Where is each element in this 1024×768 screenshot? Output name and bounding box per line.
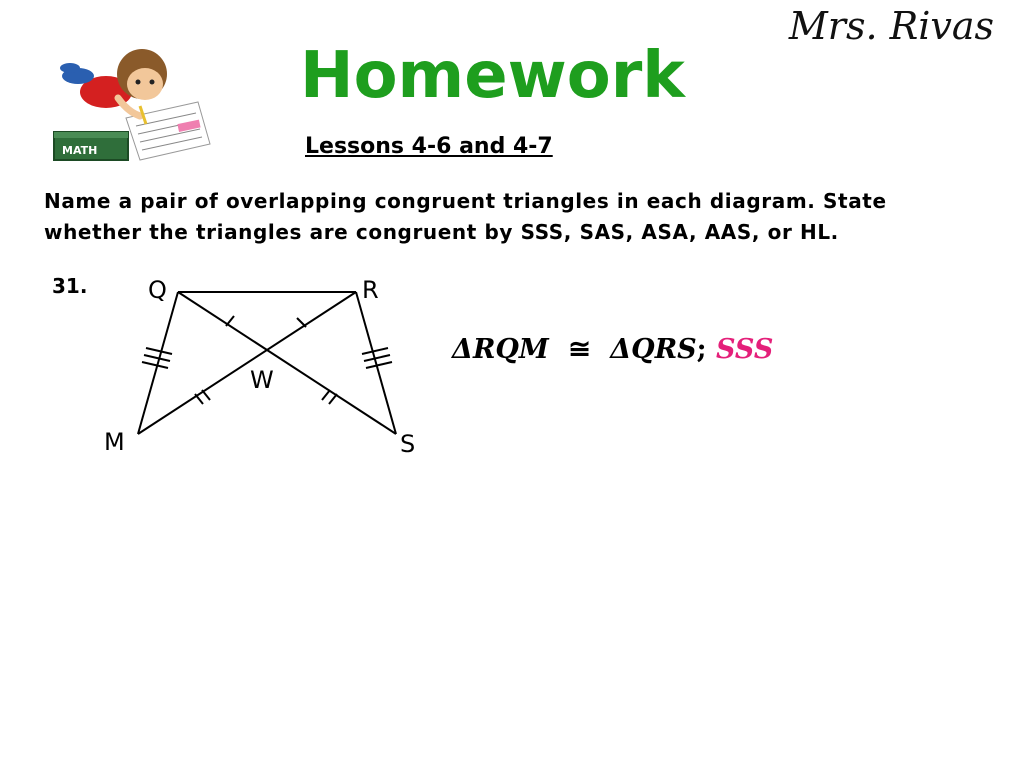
answer-triangle-2: ΔQRS bbox=[610, 334, 697, 365]
label-q: Q bbox=[148, 276, 167, 304]
face bbox=[127, 68, 163, 100]
student-homework-clipart bbox=[48, 36, 238, 166]
teacher-name: Mrs. Rivas bbox=[788, 4, 994, 48]
tick-ws-1 bbox=[322, 390, 330, 400]
tick-wm-1 bbox=[195, 394, 203, 404]
answer-triangle-1: ΔRQM bbox=[452, 334, 549, 365]
answer-statement bbox=[452, 334, 773, 365]
tick-qw bbox=[226, 316, 234, 326]
lesson-subtitle: Lessons 4-6 and 4-7 bbox=[305, 134, 553, 159]
math-book-label: MATH bbox=[62, 144, 98, 157]
worksheet-paper bbox=[126, 102, 210, 160]
segment-rm bbox=[138, 292, 356, 434]
page-title: Homework bbox=[300, 39, 685, 113]
instructions-text: Name a pair of overlapping congruent triangles in each diagram. State whether the triangles are congruent by SSS, SAS, ASA, AAS, or HL. bbox=[44, 189, 887, 244]
label-r: R bbox=[362, 276, 379, 304]
math-book bbox=[54, 132, 128, 160]
triangle-diagram bbox=[100, 270, 430, 460]
tick-qm bbox=[146, 348, 172, 354]
congruent-symbol: ≅ bbox=[568, 334, 591, 365]
label-s: S bbox=[400, 430, 416, 458]
tick-rs bbox=[362, 348, 388, 354]
problem-number: 31. bbox=[52, 274, 88, 298]
label-w: W bbox=[250, 366, 274, 394]
tick-rw bbox=[297, 318, 306, 327]
answer-reason: SSS bbox=[716, 334, 774, 365]
label-m: M bbox=[104, 428, 125, 456]
segment-qs bbox=[178, 292, 396, 434]
answer-separator: ; bbox=[696, 334, 707, 365]
